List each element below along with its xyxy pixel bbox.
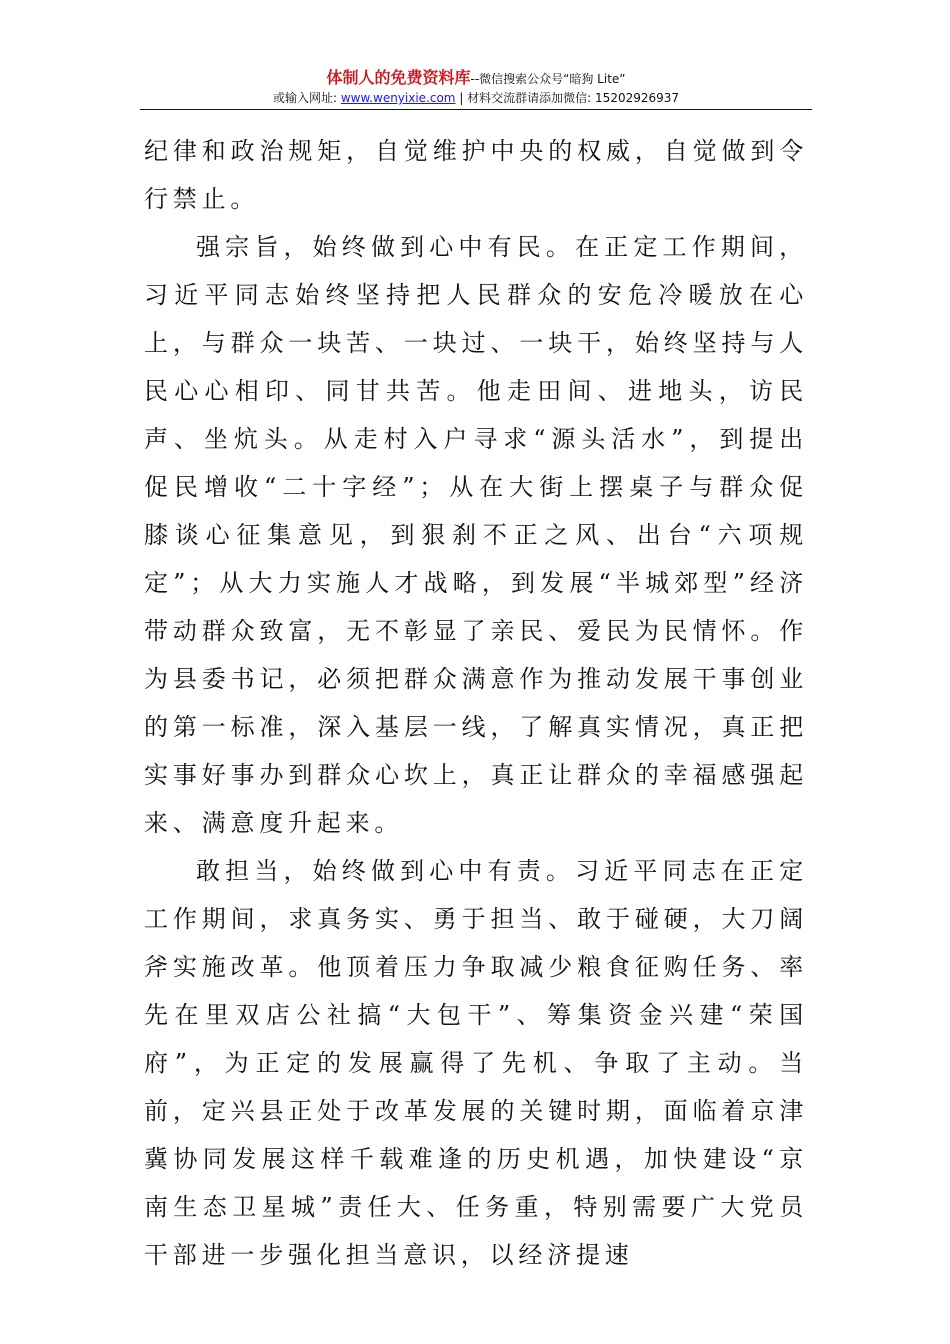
paragraph-people: 强宗旨，始终做到心中有民。在正定工作期间，习近平同志始终坚持把人民群众的安危冷暖放在心上，与群众一块苦、一块过、一块干，始终坚持与人民心心相印、同甘共苦。他走田间、进地头，访民声、坐炕头。从走村入户寻求“源头活水”，到提出促民增收“二十字经”；从在大街上摆桌子与群众促膝谈心征集意见，到狠刹不正之风、出台“六项规定”；从大力实施人才战略，到发展“半城郊型”经济带动群众致富，无不彰显了亲民、爱民为民情怀。作为县委书记，必须把群众满意作为推动发展干事创业的第一标准，深入基层一线，了解真实情况，真正把实事好事办到群众心坎上，真正让群众的幸福感强起来、满意度升起来。 [144,233,808,837]
header-contact-line [140,89,812,107]
page-header [140,68,812,107]
paragraph-responsibility: 敢担当，始终做到心中有责。习近平同志在正定工作期间，求真务实、勇于担当、敢于碰硬，大刀阔斧实施改革。他顶着压力争取减少粮食征购任务、率先在里双店公社搞“大包干”、筹集资金兴建“荣国府”，为正定的发展赢得了先机、争取了主动。当前，定兴县正处于改革发展的关键时期，面临着京津冀协同发展这样千载难逢的历史机遇，加快建设“京南生态卫星城”责任大、任务重，特别需要广大党员干部进一步强化担当意识，以经济提速 [144,857,808,1269]
header-divider [140,109,812,110]
url-prefix-label: 或输入网址: [272,91,338,105]
paragraph-continuation: 纪律和政治规矩，自觉维护中央的权威，自觉做到令行禁止。 [144,137,808,213]
brand-title: 体制人的免费资料库 [326,68,471,87]
header-title-line [140,68,812,89]
website-link[interactable]: www.wenyixie.com [340,91,456,105]
header-tagline: --微信搜索公众号“暗狗 Lite” [470,72,626,86]
document-body [144,127,808,1279]
contact-info: | 材料交流群请添加微信: 15202926937 [459,91,680,105]
